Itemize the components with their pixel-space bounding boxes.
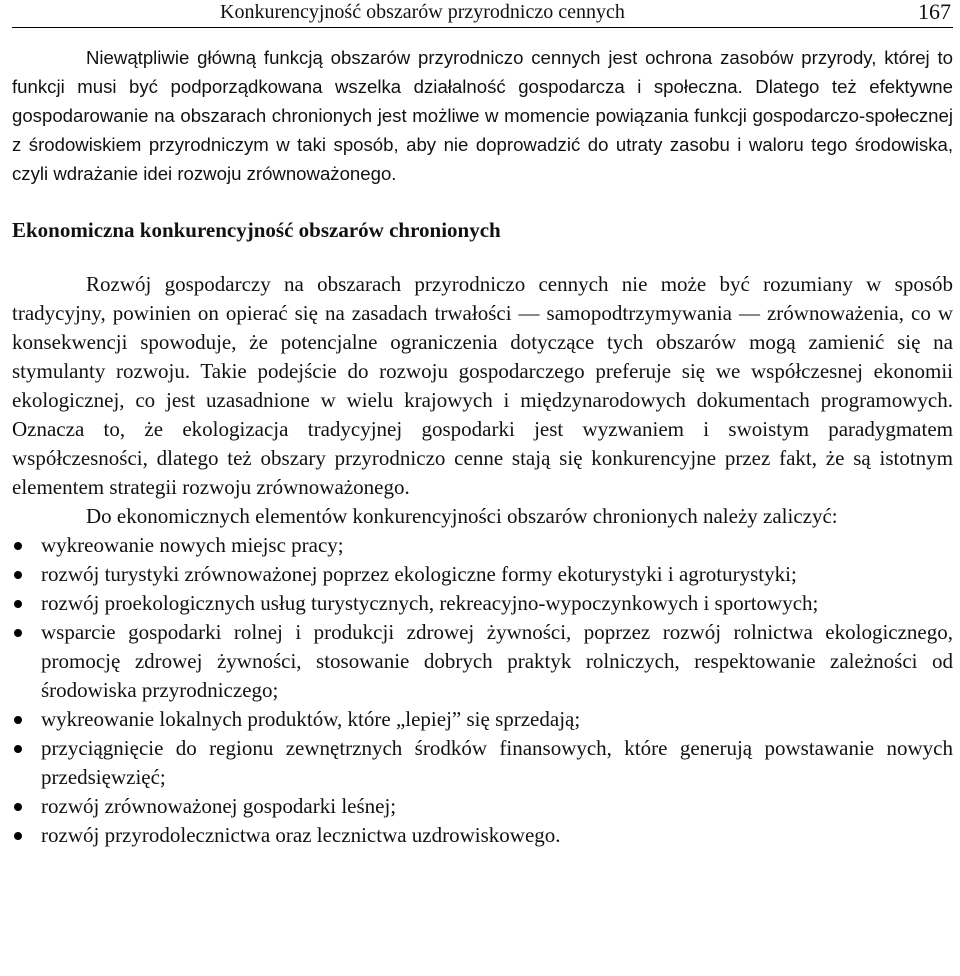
list-item [12, 792, 953, 821]
list-item [12, 589, 953, 618]
list-item-text: wykreowanie lokalnych produktów, które „lepiej” się sprzedają; [41, 707, 581, 731]
section-body [12, 270, 953, 850]
running-header-title: Konkurencyjność obszarów przyrodniczo cennych [220, 1, 625, 23]
list-item-text: rozwój zrównoważonej gospodarki leśnej; [41, 794, 397, 818]
list-item-text: wsparcie gospodarki rolnej i produkcji zdrowej żywności, poprzez rozwój rolnictwa ekologicznego, promocję zdrowej żywności, stosowanie dobrych praktyk rolniczych, respektowanie zależności od środowiska przyrodniczego; [41, 620, 953, 702]
bullet-icon [14, 716, 22, 724]
bullet-icon [14, 629, 22, 637]
list-item [12, 618, 953, 705]
list-item [12, 560, 953, 589]
bullet-icon [14, 745, 22, 753]
bullet-icon [14, 803, 22, 811]
list-intro-paragraph: Do ekonomicznych elementów konkurencyjności obszarów chronionych należy zaliczyć: [86, 504, 838, 528]
bullet-list [12, 531, 953, 850]
list-item [12, 531, 953, 560]
section-heading: Ekonomiczna konkurencyjność obszarów chronionych [12, 218, 501, 242]
list-item [12, 821, 953, 850]
bullet-icon [14, 571, 22, 579]
intro-paragraph: Niewątpliwie główną funkcją obszarów przyrodniczo cennych jest ochrona zasobów przyrody, której to funkcji musi być podporządkowana wszelka działalność gospodarcza i społeczna. Dlatego też efektywne gospodarowanie na obszarach chronionych jest możliwe w momencie powiązania funkcji gospodarczo-społecznej z środowiskiem przyrodniczym w taki sposób, aby nie doprowadzić do utraty zasobu i waloru tego środowiska, czyli wdrażanie idei rozwoju zrównoważonego. [12, 47, 953, 184]
list-item-text: rozwój proekologicznych usług turystycznych, rekreacyjno-wypoczynkowych i sportowych; [41, 591, 819, 615]
list-item [12, 734, 953, 792]
list-item-text: rozwój turystyki zrównoważonej poprzez ekologiczne formy ekoturystyki i agroturystyki; [41, 562, 797, 586]
page-number: 167 [918, 0, 951, 24]
running-header [12, 0, 953, 28]
list-item-text: przyciągnięcie do regionu zewnętrznych środków finansowych, które generują powstawanie nowych przedsięwzięć; [41, 736, 953, 789]
body-paragraph: Rozwój gospodarczy na obszarach przyrodniczo cennych nie może być rozumiany w sposób tradycyjny, powinien on opierać się na zasadach trwałości — samopodtrzymywania — zrównoważenia, co w konsekwencji spowoduje, że potencjalne ograniczenia dotyczące tych obszarów mogą zamienić się na stymulanty rozwoju. Takie podejście do rozwoju gospodarczego preferuje się we współczesnej ekonomii ekologicznej, co jest uzasadnione w wielu krajowych i międzynarodowych dokumentach programowych. Oznacza to, że ekologizacja tradycyjnej gospodarki jest wyzwaniem i swoistym paradygmatem współczesności, dlatego też obszary przyrodniczo cenne stają się konkurencyjne przez fakt, że są istotnym elementem strategii rozwoju zrównoważonego. [12, 272, 953, 499]
list-item [12, 705, 953, 734]
document-page [12, 0, 953, 850]
list-item-text: wykreowanie nowych miejsc pracy; [41, 533, 344, 557]
bullet-icon [14, 542, 22, 550]
bullet-icon [14, 600, 22, 608]
bullet-icon [14, 832, 22, 840]
list-item-text: rozwój przyrodolecznictwa oraz lecznictwa uzdrowiskowego. [41, 823, 561, 847]
